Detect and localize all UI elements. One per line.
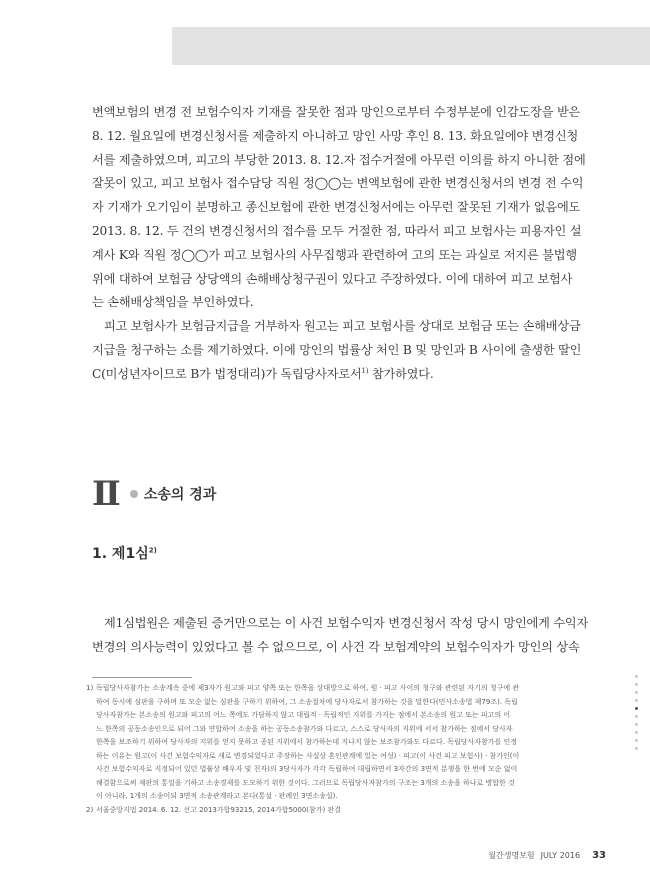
footnote-line: 당사자참가는 본소송의 원고와 피고의 어느 쪽에도 가담하지 않고 대립적 · 독립적인 지위를 가지는 점에서 본소송의 원고 또는 피고의 어 [96,711,511,719]
text-line: 잘못이 있고, 피고 보험사 접수담당 직원 정◯◯는 변액보험에 관한 변경신청서의 변경 전 수익 [92,176,584,191]
footnote-line: 해결함으로써 재판의 통일을 기하고 소송경제를 도모하기 위한 것이다. 그러므로 독립당사자참가의 구조는 3개의 소송을 하나로 병합한 것 [96,778,515,787]
footnote-ref[interactable]: 1) [361,366,369,375]
footnote-line: 한쪽을 보조하기 위하여 당사자의 지위를 얻지 못하고 종된 지위에서 참가하는데 지나지 않는 보조참가와도 다르다. 독립당사자참가를 인정 [96,738,518,746]
page-dot [635,715,638,718]
text-line: 8. 12. 월요일에 변경신청서를 제출하지 아니하고 망인 사망 후인 8. 13. 화요일에야 변경신청 [92,128,579,143]
footnote-line: 사건 보험수익자로 지정되어 있던 법률상 배우자 및 친자)의 3당사자가 각각 독립하여 대립하면서 3자간의 3면적 분쟁을 한 번에 모순 없이 [96,765,518,773]
page-indicator [633,675,639,750]
footnote-2 [86,804,604,818]
text-line: 2013. 8. 12. 두 건의 변경신청서의 접수를 모두 거절한 점, 따라서 피고 보험사는 피용자인 설 [92,223,582,238]
page-dot [635,699,638,702]
text-line: 제1심법원은 제출된 증거만으로는 이 사건 보험수익자 변경신청서 작성 당시 망인에게 수익자 [104,616,589,630]
page-number: 33 [592,850,606,861]
subsection-label: 1. 제1심 [92,546,149,562]
paragraph-2 [92,315,602,386]
page-dot [635,691,638,694]
text-line: 계사 K와 직원 정◯◯가 피고 보험사의 사무집행과 관련하여 고의 또는 과실로 저지른 불법행 [92,247,577,262]
page-dot-active [635,707,638,710]
page-dot [635,675,638,678]
footnote-line: 느 한쪽의 공동소송인으로 되어 그와 연합하여 소송을 하는 공동소송참가와 다르고, 스스로 당사자의 지위에 서서 참가하는 점에서 당사자 [96,724,513,733]
text-line: 피고 보험사가 보험금지급을 거부하자 원고는 피고 보험사를 상대로 보험금 또는 손해배상금 [104,319,581,333]
section-numeral: II [92,474,118,514]
footnote-line: 하여 동시에 심판을 구하며 또 모순 없는 심판을 구하기 위하여, 그 소송절차에 당사자로서 참가하는 것을 말한다(민사소송법 제79조). 독립 [96,697,518,706]
text-line: 서를 제출하였으며, 피고의 부당한 2013. 8. 12.자 접수거절에 아무런 이의를 하지 아니한 점에 [92,152,586,167]
text-line: 변경의 의사능력이 있었다고 볼 수 없으므로, 이 사건 각 보험계약의 보험수익자가 망인의 상속 [92,639,580,654]
issue-date: JULY 2016 [540,851,581,860]
paragraph-3 [92,612,602,660]
text-line: 는 손해배상책임을 부인하였다. [92,295,254,310]
page-dot [635,723,638,726]
text-fragment: C(미성년자이므로 B가 법정대리)가 독립당사자로서 [92,366,362,381]
footnote-divider [92,677,192,678]
paragraph-1 [92,101,602,315]
page-dot [635,683,638,686]
section-heading [92,474,216,514]
text-fragment: 참가하였다. [368,366,434,381]
footnote-line: 독립당사자참가는 소송계속 중에 제3자가 원고와 피고 양쪽 또는 한쪽을 상대방으로 하여, 원 · 피고 사이의 청구와 관련된 자기의 청구에 관 [96,684,520,692]
page-footer [488,850,606,861]
footnote-number: 1) [86,684,94,692]
footnote-line: 이 아니라, 1개의 소송이되 3면적 소송관계라고 본다(통설 · 판례인 3면소송설). [96,792,338,800]
footnotes [86,682,604,817]
section-title: 소송의 경과 [143,487,217,503]
text-line: 자 기재가 오기임이 분명하고 종신보험에 관한 변경신청서에는 아무런 잘못된 기재가 없음에도 [92,200,581,215]
header-band [172,27,650,65]
text-line: 지급을 청구하는 소를 제기하였다. 이에 망인의 법률상 처인 B 및 망인과 B 사이에 출생한 딸인 [92,342,582,357]
text-line: 변액보험의 변경 전 보험수익자 기재를 잘못한 점과 망인으로부터 수정부분에 인감도장을 받은 [92,105,581,119]
footnote-ref[interactable]: 2) [148,546,157,555]
footnote-line: 하는 이유는 원고(이 사건 보험수익자로 새로 변경되었다고 주장하는 사실상 혼인관계에 있는 여성) · 피고(이 사건 피고 보험사) · 참가인(이 [96,751,520,760]
subsection-title [92,543,157,563]
footnote-line: 서울중앙지법 2014. 6. 12. 선고 2013가합93215, 2014가합5000(참가) 판결 [96,805,342,814]
bullet-icon [130,490,138,498]
footnote-text [96,804,604,818]
page-dot [635,747,638,750]
page-dot [635,731,638,734]
footnote-text [96,682,604,804]
text-line: 위에 대하여 보험금 상당액의 손해배상청구권이 있다고 주장하였다. 이에 대하여 피고 보험사 [92,271,573,286]
footnote-number: 2) [86,805,94,814]
text-line [92,363,602,387]
page-dot [635,739,638,742]
footnote-1 [86,682,604,804]
magazine-name: 월간생명보험 [488,851,535,860]
